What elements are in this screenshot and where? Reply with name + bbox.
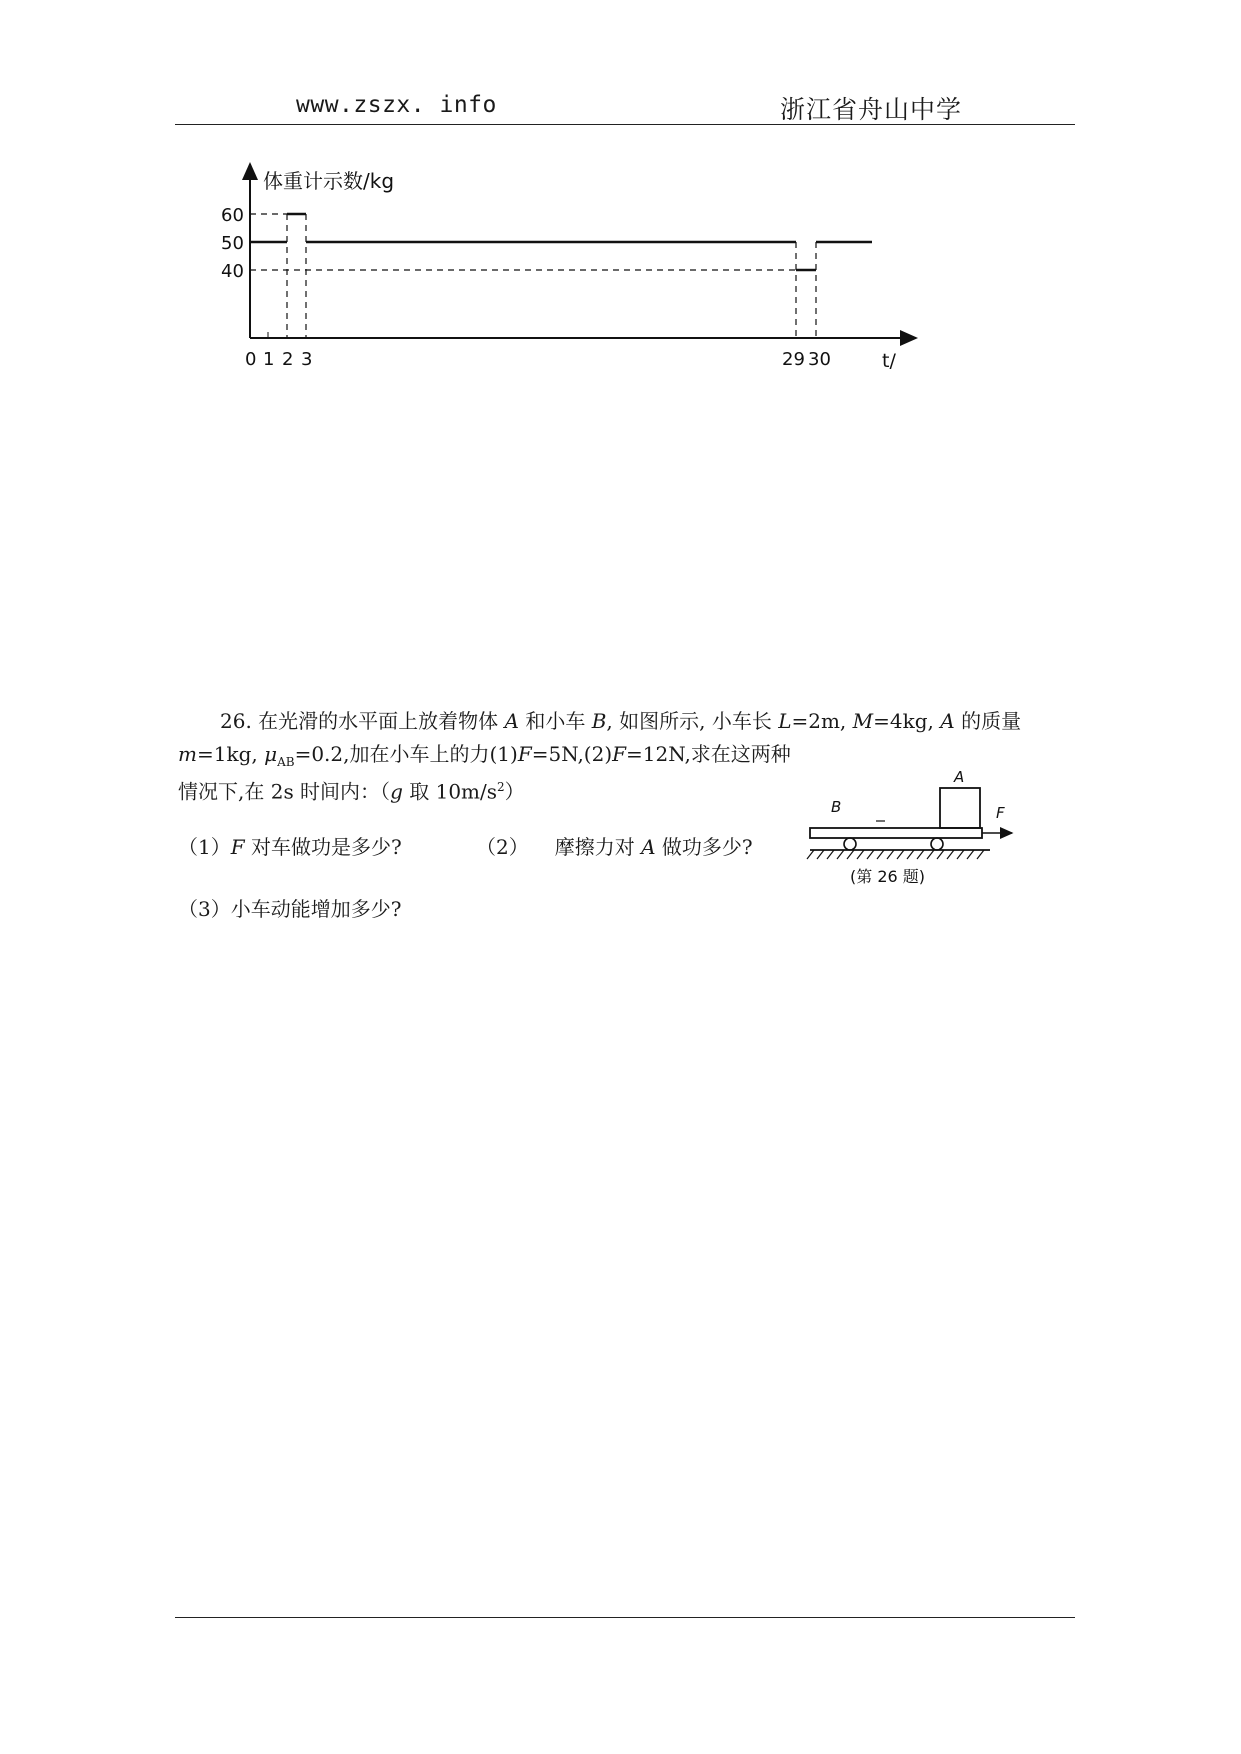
footer-rule <box>175 1617 1075 1618</box>
hatch-line <box>977 850 984 859</box>
x-tick-label-1: 1 <box>263 349 275 370</box>
hatch-line <box>927 850 934 859</box>
wheel-right <box>931 838 943 850</box>
hatch-line <box>947 850 954 859</box>
label-B: B <box>831 798 842 816</box>
y-tick-label-50: 50 <box>221 233 244 254</box>
problem-line-2: m=1kg, $\mu_{AB}=0.2$,加在小车上的力(1)F=5N,(2)F=12N,求在这两种 <box>178 742 791 769</box>
ground-hatching <box>807 850 984 859</box>
hatch-line <box>847 850 854 859</box>
question-3: （3）小车动能增加多少? <box>178 897 402 921</box>
x-axis-label: t/ <box>882 350 896 372</box>
problem-line-1: 26. 在光滑的水平面上放着物体 A 和小车 B, 如图所示, 小车长 L=2m, M=4kg, A 的质量 <box>220 709 1022 733</box>
y-axis-label: 体重计示数/kg <box>263 169 395 193</box>
x-tick-label-2: 2 <box>282 349 294 370</box>
x-tick-label-30: 30 <box>808 349 831 370</box>
block-A <box>940 788 980 828</box>
x-tick-label-29: 29 <box>782 349 805 370</box>
hatch-line <box>957 850 964 859</box>
y-tick-label-60: 60 <box>221 205 244 226</box>
hatch-line <box>917 850 924 859</box>
question-2: （2） 摩擦力对 A 做功多少? <box>476 835 753 859</box>
x-tick-label-0: 0 <box>245 349 257 370</box>
wheel-left <box>844 838 856 850</box>
x-tick-label-3: 3 <box>301 349 313 370</box>
question-1: （1）F 对车做功是多少? <box>178 835 402 859</box>
hatch-line <box>837 850 844 859</box>
hatch-line <box>967 850 974 859</box>
hatch-line <box>867 850 874 859</box>
cart-diagram <box>800 760 1030 900</box>
problem-line-3: 情况下,在 2s 时间内：（g 取 $10m/s^2$） <box>178 779 525 804</box>
hatch-line <box>877 850 884 859</box>
weight-chart <box>0 0 1241 400</box>
hatch-line <box>907 850 914 859</box>
header-website: www.zszx. info <box>296 92 497 118</box>
header-school: 浙江省舟山中学 <box>780 95 963 124</box>
y-tick-label-40: 40 <box>221 261 244 282</box>
cart-B <box>810 828 982 838</box>
hatch-line <box>937 850 944 859</box>
hatch-line <box>897 850 904 859</box>
hatch-line <box>827 850 834 859</box>
hatch-line <box>857 850 864 859</box>
problem-number: 26. <box>220 709 252 733</box>
label-A: A <box>954 768 965 786</box>
hatch-line <box>887 850 894 859</box>
label-F: F <box>996 804 1005 822</box>
figure-caption: (第 26 题) <box>850 867 926 886</box>
hatch-line <box>817 850 824 859</box>
hatch-line <box>807 850 814 859</box>
